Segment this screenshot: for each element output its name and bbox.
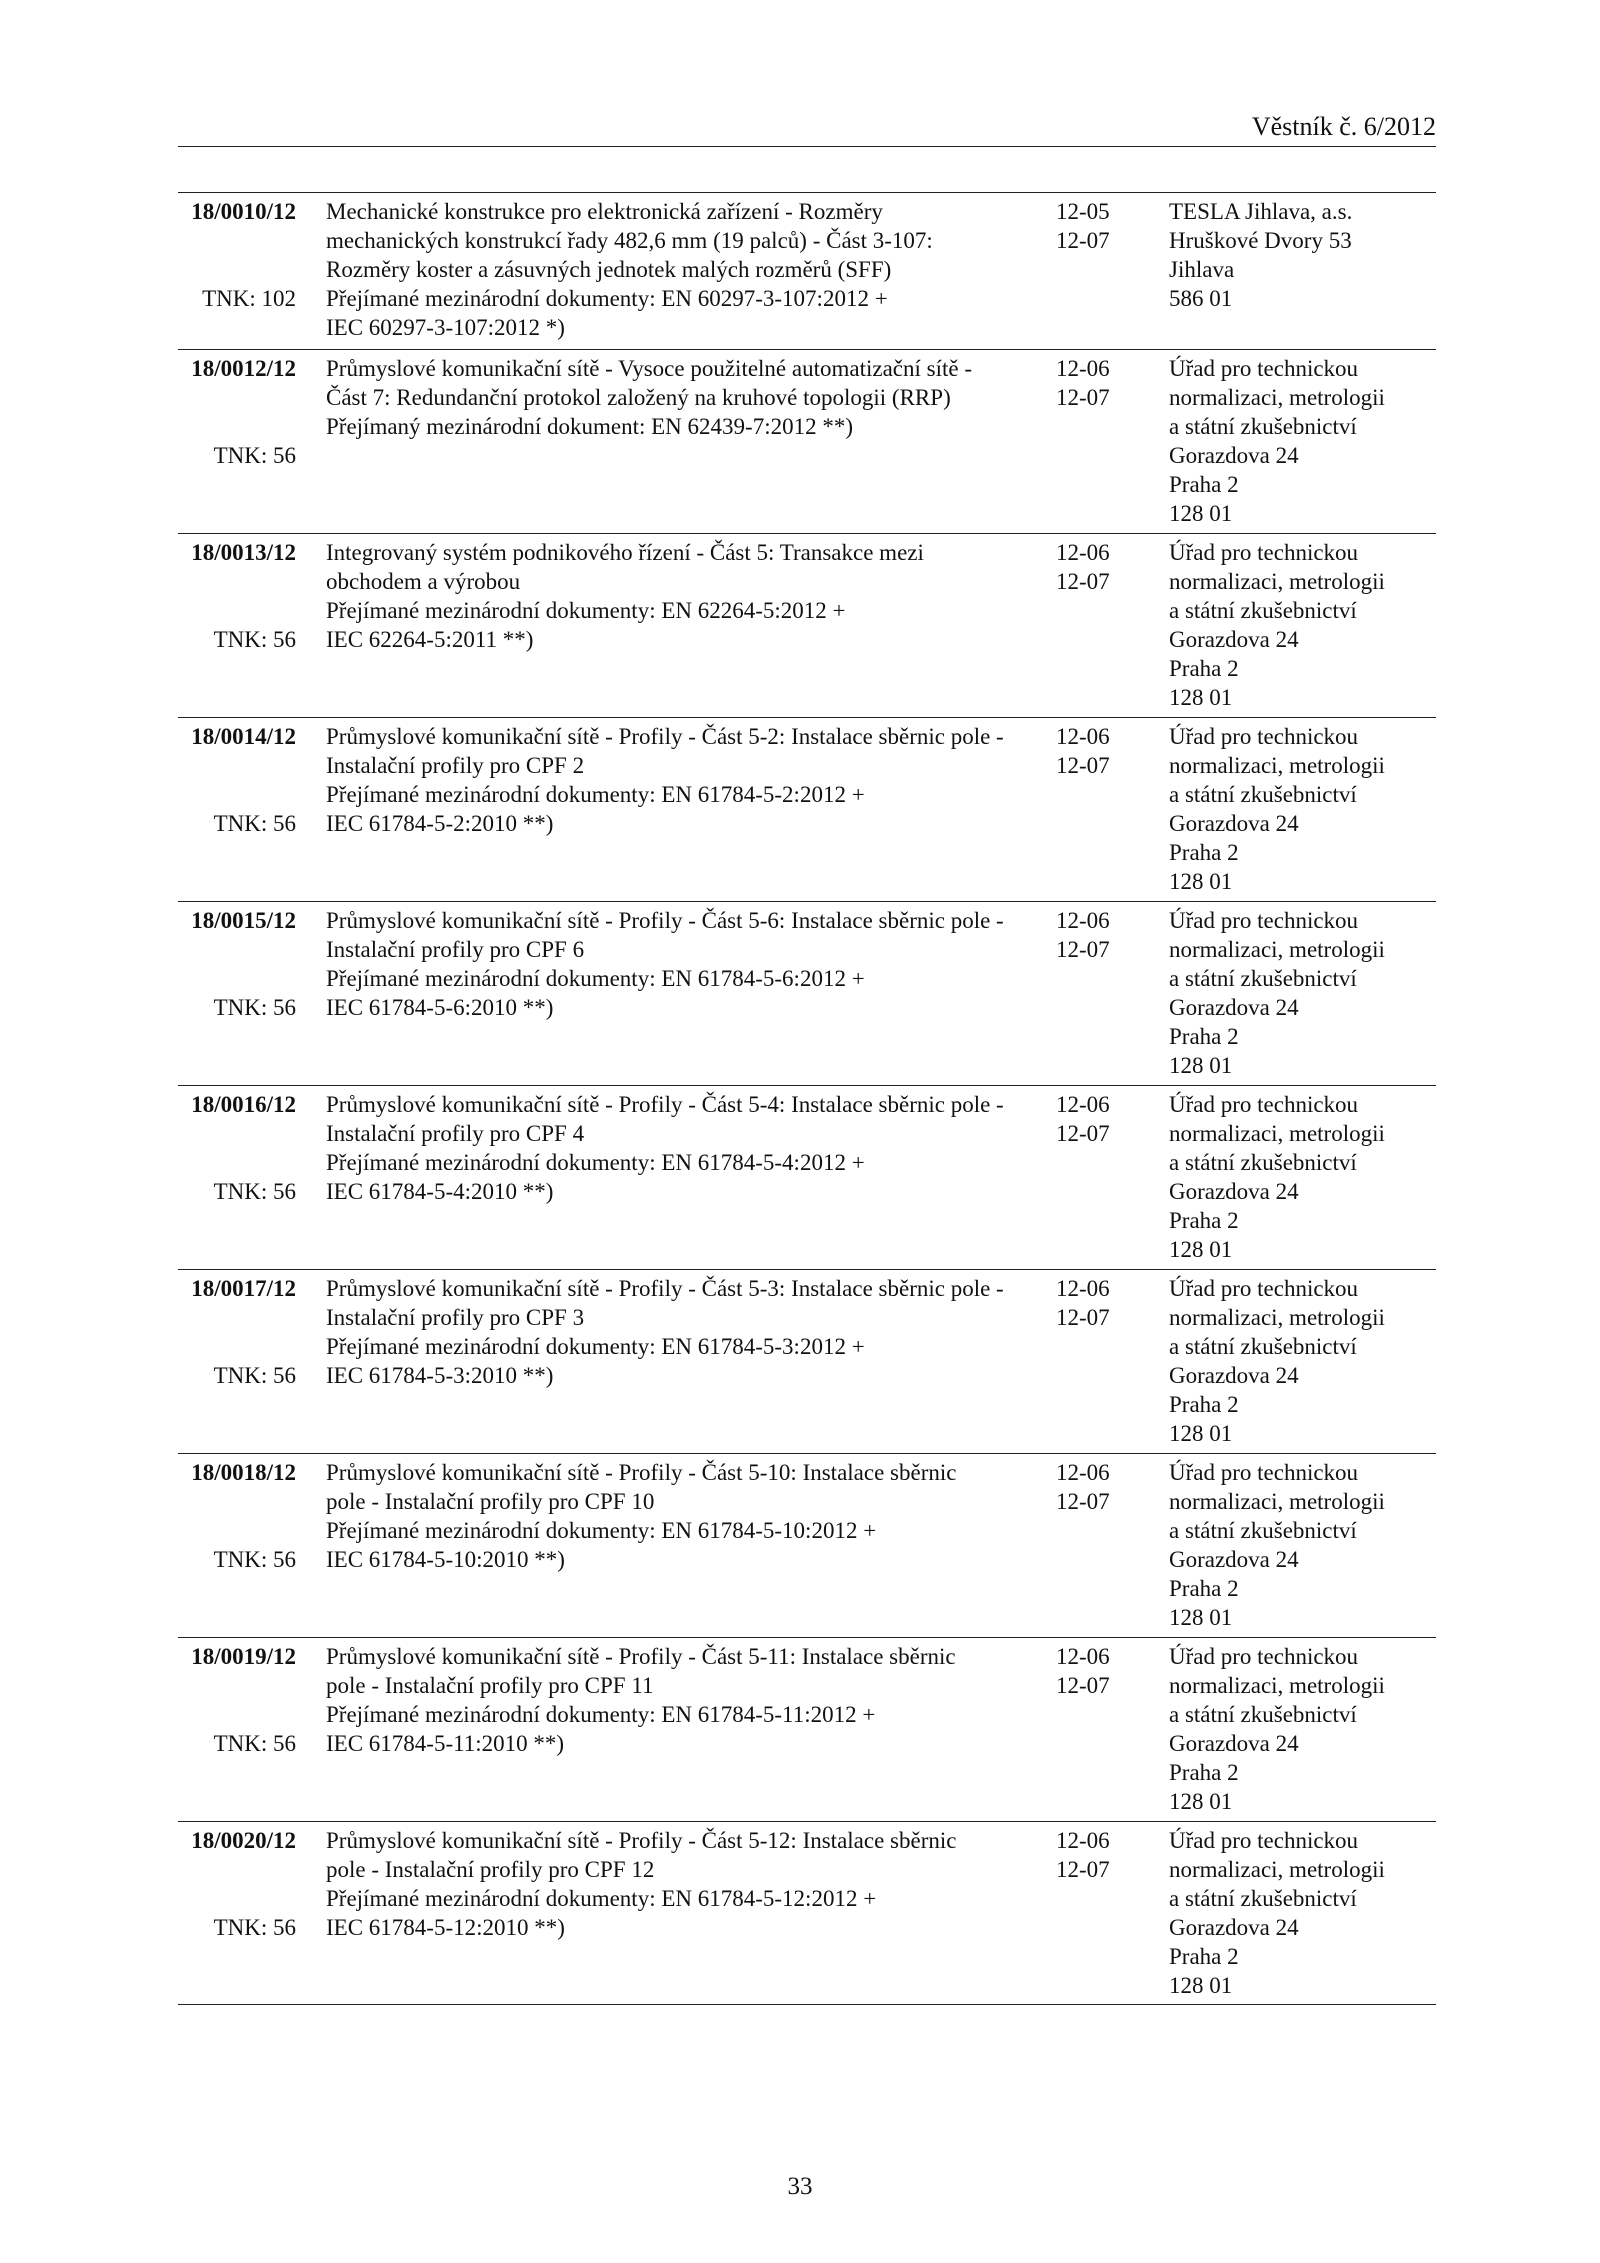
dates-cell: [1056, 354, 1136, 412]
standard-title-cell: [326, 538, 1026, 654]
table-row: [178, 1638, 1436, 1822]
row-id-cell: [178, 1642, 296, 1756]
organization-line: Úřad pro technickou: [1169, 1644, 1359, 1669]
title-line: mechanických konstrukcí řady 482,6 mm (19 palců) - Část 3-107:: [326, 228, 933, 253]
organization-line: Gorazdova 24: [1169, 995, 1299, 1020]
date-value: 12-07: [1056, 1121, 1110, 1146]
title-line: pole - Instalační profily pro CPF 11: [326, 1673, 654, 1698]
organization-line: Praha 2: [1169, 1944, 1239, 1969]
organization-line: Praha 2: [1169, 656, 1239, 681]
standard-title-cell: [326, 354, 1026, 441]
dates-cell: [1056, 1642, 1136, 1700]
organization-line: 128 01: [1169, 1421, 1233, 1446]
organization-line: Úřad pro technickou: [1169, 908, 1359, 933]
title-line: Instalační profily pro CPF 2: [326, 753, 585, 778]
row-id-cell: [178, 1826, 296, 1940]
registration-number: 18/0015/12: [191, 908, 296, 933]
organization-line: Gorazdova 24: [1169, 1363, 1299, 1388]
standard-title-cell: [326, 1642, 1026, 1758]
table-row: [178, 902, 1436, 1086]
title-line: Instalační profily pro CPF 4: [326, 1121, 585, 1146]
date-value: 12-06: [1056, 1092, 1110, 1117]
date-value: 12-07: [1056, 569, 1110, 594]
organization-line: Gorazdova 24: [1169, 1547, 1299, 1572]
title-line: Průmyslové komunikační sítě - Profily - Část 5-2: Instalace sběrnic pole -: [326, 724, 1004, 749]
title-line: Přejímané mezinárodní dokumenty: EN 61784-5-4:2012 +: [326, 1150, 865, 1175]
tnk-label: TNK: 56: [213, 1363, 296, 1388]
organization-line: Úřad pro technickou: [1169, 1276, 1359, 1301]
registration-number: 18/0020/12: [191, 1828, 296, 1853]
tnk-label: TNK: 102: [202, 286, 296, 311]
row-id-cell: [178, 197, 296, 311]
organization-line: Gorazdova 24: [1169, 1179, 1299, 1204]
date-value: 12-05: [1056, 199, 1110, 224]
table-row: [178, 718, 1436, 902]
tnk-label: TNK: 56: [213, 811, 296, 836]
registration-number: 18/0018/12: [191, 1460, 296, 1485]
date-value: 12-07: [1056, 385, 1110, 410]
organization-line: normalizaci, metrologii: [1169, 1305, 1385, 1330]
title-line: Průmyslové komunikační sítě - Profily - Část 5-10: Instalace sběrnic: [326, 1460, 957, 1485]
standard-title-cell: [326, 722, 1026, 838]
title-line: Přejímané mezinárodní dokumenty: EN 62264-5:2012 +: [326, 598, 846, 623]
organization-line: Úřad pro technickou: [1169, 1460, 1359, 1485]
title-line: IEC 61784-5-4:2010 **): [326, 1179, 554, 1204]
organization-cell: [1169, 1458, 1436, 1632]
row-id-cell: [178, 722, 296, 836]
organization-line: normalizaci, metrologii: [1169, 1489, 1385, 1514]
organization-line: TESLA Jihlava, a.s.: [1169, 199, 1353, 224]
organization-line: 128 01: [1169, 1237, 1233, 1262]
dates-cell: [1056, 1826, 1136, 1884]
organization-line: normalizaci, metrologii: [1169, 1121, 1385, 1146]
date-value: 12-07: [1056, 1305, 1110, 1330]
row-id-cell: [178, 906, 296, 1020]
title-line: Část 7: Redundanční protokol založený na kruhové topologii (RRP): [326, 385, 951, 410]
title-line: Průmyslové komunikační sítě - Profily - Část 5-11: Instalace sběrnic: [326, 1644, 956, 1669]
standard-title-cell: [326, 197, 1026, 342]
title-line: Průmyslové komunikační sítě - Profily - Část 5-3: Instalace sběrnic pole -: [326, 1276, 1004, 1301]
standard-title-cell: [326, 1826, 1026, 1942]
date-value: 12-06: [1056, 540, 1110, 565]
organization-line: 586 01: [1169, 286, 1233, 311]
organization-line: normalizaci, metrologii: [1169, 753, 1385, 778]
table-row: [178, 350, 1436, 534]
title-line: IEC 60297-3-107:2012 *): [326, 315, 565, 340]
registration-number: 18/0012/12: [191, 356, 296, 381]
organization-cell: [1169, 1090, 1436, 1264]
organization-line: Gorazdova 24: [1169, 1915, 1299, 1940]
organization-line: Gorazdova 24: [1169, 1731, 1299, 1756]
table-row: [178, 1270, 1436, 1454]
registration-number: 18/0014/12: [191, 724, 296, 749]
title-line: Instalační profily pro CPF 6: [326, 937, 585, 962]
organization-line: a státní zkušebnictví: [1169, 1702, 1357, 1727]
title-line: IEC 61784-5-2:2010 **): [326, 811, 554, 836]
row-id-cell: [178, 1274, 296, 1388]
tnk-label: TNK: 56: [213, 627, 296, 652]
dates-cell: [1056, 1274, 1136, 1332]
organization-line: a státní zkušebnictví: [1169, 1150, 1357, 1175]
date-value: 12-06: [1056, 1276, 1110, 1301]
title-line: Rozměry koster a zásuvných jednotek malých rozměrů (SFF): [326, 257, 892, 282]
organization-cell: [1169, 906, 1436, 1080]
organization-line: a státní zkušebnictví: [1169, 414, 1357, 439]
organization-line: Hruškové Dvory 53: [1169, 228, 1352, 253]
tnk-label: TNK: 56: [213, 1915, 296, 1940]
standards-table: [178, 192, 1436, 2005]
standard-title-cell: [326, 1458, 1026, 1574]
title-line: Integrovaný systém podnikového řízení - Část 5: Transakce mezi: [326, 540, 924, 565]
title-line: pole - Instalační profily pro CPF 12: [326, 1857, 655, 1882]
organization-line: a státní zkušebnictví: [1169, 966, 1357, 991]
date-value: 12-06: [1056, 1644, 1110, 1669]
organization-line: 128 01: [1169, 501, 1233, 526]
organization-line: Gorazdova 24: [1169, 443, 1299, 468]
title-line: pole - Instalační profily pro CPF 10: [326, 1489, 655, 1514]
organization-cell: [1169, 722, 1436, 896]
date-value: 12-07: [1056, 1857, 1110, 1882]
table-row: [178, 1454, 1436, 1638]
organization-line: 128 01: [1169, 1973, 1233, 1998]
title-line: Přejímané mezinárodní dokumenty: EN 61784-5-2:2012 +: [326, 782, 865, 807]
title-line: Přejímané mezinárodní dokumenty: EN 61784-5-11:2012 +: [326, 1702, 876, 1727]
date-value: 12-06: [1056, 1460, 1110, 1485]
organization-cell: [1169, 197, 1436, 313]
table-row: [178, 534, 1436, 718]
organization-line: normalizaci, metrologii: [1169, 1857, 1385, 1882]
organization-line: Jihlava: [1169, 257, 1235, 282]
title-line: Přejímané mezinárodní dokumenty: EN 61784-5-3:2012 +: [326, 1334, 865, 1359]
date-value: 12-07: [1056, 1673, 1110, 1698]
dates-cell: [1056, 538, 1136, 596]
title-line: Přejímané mezinárodní dokumenty: EN 61784-5-10:2012 +: [326, 1518, 877, 1543]
standard-title-cell: [326, 1090, 1026, 1206]
dates-cell: [1056, 1090, 1136, 1148]
date-value: 12-06: [1056, 356, 1110, 381]
table-row: [178, 193, 1436, 350]
organization-line: Gorazdova 24: [1169, 627, 1299, 652]
organization-line: a státní zkušebnictví: [1169, 782, 1357, 807]
table-row: [178, 1822, 1436, 2005]
organization-line: a státní zkušebnictví: [1169, 598, 1357, 623]
title-line: IEC 61784-5-10:2010 **): [326, 1547, 565, 1572]
title-line: Průmyslové komunikační sítě - Profily - Část 5-4: Instalace sběrnic pole -: [326, 1092, 1004, 1117]
organization-line: Úřad pro technickou: [1169, 1092, 1359, 1117]
title-line: IEC 61784-5-3:2010 **): [326, 1363, 554, 1388]
row-id-cell: [178, 1458, 296, 1572]
title-line: IEC 61784-5-6:2010 **): [326, 995, 554, 1020]
title-line: Přejímané mezinárodní dokumenty: EN 61784-5-6:2012 +: [326, 966, 865, 991]
title-line: Průmyslové komunikační sítě - Profily - Část 5-12: Instalace sběrnic: [326, 1828, 957, 1853]
row-id-cell: [178, 538, 296, 652]
date-value: 12-07: [1056, 937, 1110, 962]
registration-number: 18/0010/12: [191, 199, 296, 224]
organization-line: 128 01: [1169, 1605, 1233, 1630]
title-line: Mechanické konstrukce pro elektronická zařízení - Rozměry: [326, 199, 883, 224]
tnk-label: TNK: 56: [213, 1179, 296, 1204]
organization-line: normalizaci, metrologii: [1169, 937, 1385, 962]
organization-line: 128 01: [1169, 1789, 1233, 1814]
dates-cell: [1056, 197, 1136, 255]
title-line: IEC 61784-5-12:2010 **): [326, 1915, 565, 1940]
organization-cell: [1169, 1274, 1436, 1448]
organization-line: Praha 2: [1169, 1576, 1239, 1601]
organization-cell: [1169, 354, 1436, 528]
standard-title-cell: [326, 906, 1026, 1022]
tnk-label: TNK: 56: [213, 1731, 296, 1756]
organization-line: Praha 2: [1169, 1760, 1239, 1785]
organization-line: 128 01: [1169, 685, 1233, 710]
organization-line: normalizaci, metrologii: [1169, 569, 1385, 594]
organization-line: a státní zkušebnictví: [1169, 1334, 1357, 1359]
header-rule: [178, 146, 1436, 147]
date-value: 12-06: [1056, 908, 1110, 933]
organization-line: 128 01: [1169, 869, 1233, 894]
title-line: obchodem a výrobou: [326, 569, 521, 594]
title-line: Přejímaný mezinárodní dokument: EN 62439-7:2012 **): [326, 414, 853, 439]
organization-line: Úřad pro technickou: [1169, 724, 1359, 749]
page-header-title: Věstník č. 6/2012: [1251, 112, 1436, 141]
tnk-label: TNK: 56: [213, 995, 296, 1020]
organization-line: a státní zkušebnictví: [1169, 1518, 1357, 1543]
organization-line: normalizaci, metrologii: [1169, 1673, 1385, 1698]
organization-line: a státní zkušebnictví: [1169, 1886, 1357, 1911]
organization-cell: [1169, 1826, 1436, 2000]
organization-line: Úřad pro technickou: [1169, 540, 1359, 565]
tnk-label: TNK: 56: [213, 1547, 296, 1572]
title-line: Přejímané mezinárodní dokumenty: EN 61784-5-12:2012 +: [326, 1886, 877, 1911]
page-number: 33: [787, 2173, 813, 2200]
organization-line: Praha 2: [1169, 1024, 1239, 1049]
organization-cell: [1169, 538, 1436, 712]
dates-cell: [1056, 906, 1136, 964]
organization-line: Úřad pro technickou: [1169, 356, 1359, 381]
date-value: 12-07: [1056, 753, 1110, 778]
organization-line: normalizaci, metrologii: [1169, 385, 1385, 410]
tnk-label: TNK: 56: [213, 443, 296, 468]
date-value: 12-06: [1056, 724, 1110, 749]
organization-line: Praha 2: [1169, 1208, 1239, 1233]
organization-line: Úřad pro technickou: [1169, 1828, 1359, 1853]
registration-number: 18/0019/12: [191, 1644, 296, 1669]
organization-line: Praha 2: [1169, 840, 1239, 865]
dates-cell: [1056, 1458, 1136, 1516]
title-line: Přejímané mezinárodní dokumenty: EN 60297-3-107:2012 +: [326, 286, 888, 311]
registration-number: 18/0013/12: [191, 540, 296, 565]
date-value: 12-06: [1056, 1828, 1110, 1853]
registration-number: 18/0016/12: [191, 1092, 296, 1117]
title-line: IEC 62264-5:2011 **): [326, 627, 534, 652]
table-row: [178, 1086, 1436, 1270]
organization-line: Praha 2: [1169, 1392, 1239, 1417]
title-line: Průmyslové komunikační sítě - Profily - Část 5-6: Instalace sběrnic pole -: [326, 908, 1004, 933]
title-line: Průmyslové komunikační sítě - Vysoce použitelné automatizační sítě -: [326, 356, 972, 381]
date-value: 12-07: [1056, 1489, 1110, 1514]
dates-cell: [1056, 722, 1136, 780]
organization-line: Praha 2: [1169, 472, 1239, 497]
organization-line: 128 01: [1169, 1053, 1233, 1078]
row-id-cell: [178, 1090, 296, 1204]
row-id-cell: [178, 354, 296, 468]
title-line: Instalační profily pro CPF 3: [326, 1305, 585, 1330]
title-line: IEC 61784-5-11:2010 **): [326, 1731, 565, 1756]
standard-title-cell: [326, 1274, 1026, 1390]
organization-cell: [1169, 1642, 1436, 1816]
registration-number: 18/0017/12: [191, 1276, 296, 1301]
organization-line: Gorazdova 24: [1169, 811, 1299, 836]
date-value: 12-07: [1056, 228, 1110, 253]
